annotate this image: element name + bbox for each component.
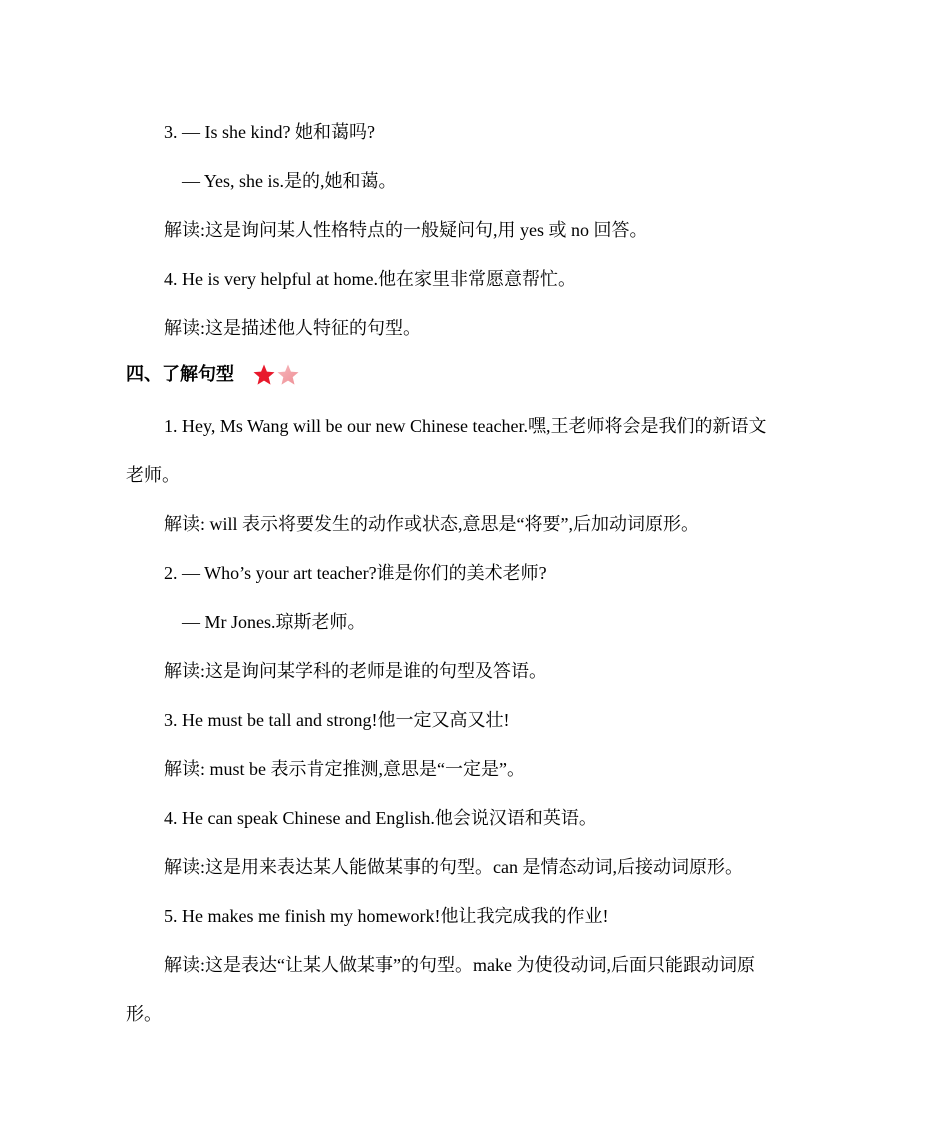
section-title: 四、了解句型 bbox=[126, 364, 234, 385]
s4-item3-sentence: 3. He must be tall and strong!他一定又高又壮! bbox=[164, 710, 510, 730]
s4-item1-line2: 老师。 bbox=[126, 465, 180, 485]
star-filled-icon bbox=[252, 363, 276, 387]
item4-sentence: 4. He is very helpful at home.他在家里非常愿意帮忙。 bbox=[164, 269, 576, 289]
item3-explanation: 解读:这是询问某人性格特点的一般疑问句,用 yes 或 no 回答。 bbox=[164, 220, 648, 240]
s4-item5-explanation-line2: 形。 bbox=[126, 1004, 162, 1024]
section-heading bbox=[126, 363, 300, 387]
item3-question: 3. — Is she kind? 她和蔼吗? bbox=[164, 122, 375, 142]
s4-item2-question: 2. — Who’s your art teacher?谁是你们的美术老师? bbox=[164, 563, 547, 583]
s4-item2-answer: — Mr Jones.琼斯老师。 bbox=[182, 612, 366, 632]
s4-item4-explanation: 解读:这是用来表达某人能做某事的句型。can 是情态动词,后接动词原形。 bbox=[164, 857, 743, 877]
difficulty-stars bbox=[252, 363, 300, 387]
s4-item3-explanation: 解读: must be 表示肯定推测,意思是“一定是”。 bbox=[164, 759, 525, 779]
s4-item5-explanation-line1: 解读:这是表达“让某人做某事”的句型。make 为使役动词,后面只能跟动词原 bbox=[164, 955, 755, 975]
item3-answer: — Yes, she is.是的,她和蔼。 bbox=[182, 171, 397, 191]
s4-item4-sentence: 4. He can speak Chinese and English.他会说汉语和英语。 bbox=[164, 808, 597, 828]
item4-explanation: 解读:这是描述他人特征的句型。 bbox=[164, 318, 421, 338]
star-light-icon bbox=[276, 363, 300, 387]
s4-item2-explanation: 解读:这是询问某学科的老师是谁的句型及答语。 bbox=[164, 661, 547, 681]
s4-item5-sentence: 5. He makes me finish my homework!他让我完成我的作业! bbox=[164, 906, 609, 926]
s4-item1-line1: 1. Hey, Ms Wang will be our new Chinese teacher.嘿,王老师将会是我们的新语文 bbox=[164, 416, 767, 436]
s4-item1-explanation: 解读: will 表示将要发生的动作或状态,意思是“将要”,后加动词原形。 bbox=[164, 514, 699, 534]
